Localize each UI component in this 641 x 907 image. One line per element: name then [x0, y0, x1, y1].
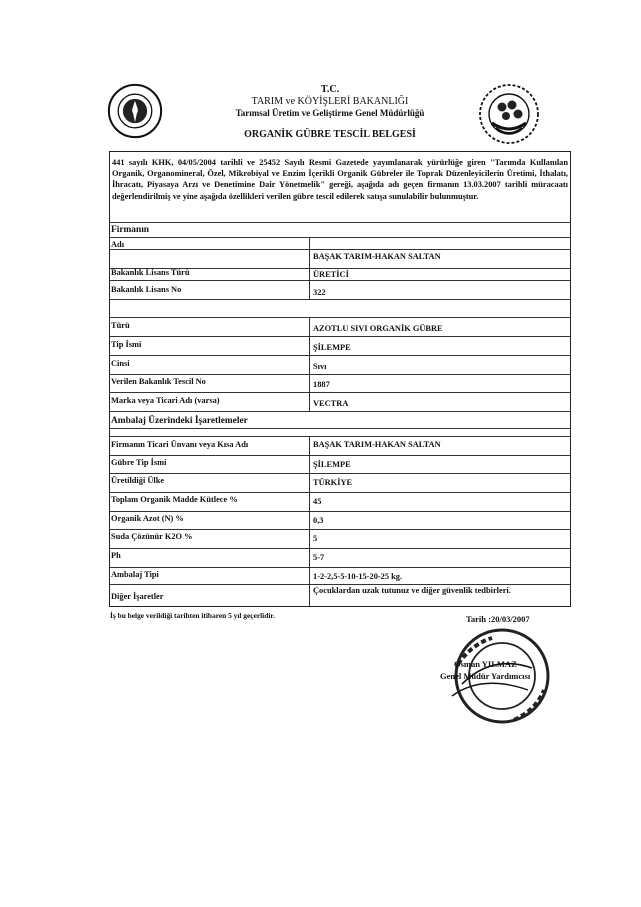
row-label: Gübre Tip İsmi	[111, 458, 167, 467]
row-label: Verilen Bakanlık Tescil No	[111, 377, 206, 386]
directorate-logo	[478, 83, 540, 145]
divider	[109, 336, 571, 337]
divider	[109, 355, 571, 356]
divider	[109, 411, 571, 412]
divider	[109, 548, 571, 549]
row-value: 5-7	[313, 553, 325, 562]
row-label: Marka veya Ticari Adı (varsa)	[111, 396, 220, 405]
row-label: Bakanlık Lisans No	[111, 285, 182, 294]
row-value: VECTRA	[313, 399, 349, 408]
row-label: Firmanın Ticari Ünvanı veya Kısa Adı	[111, 440, 249, 449]
signer-title: Genel Müdür Yardımcısı	[440, 671, 531, 681]
row-value: Çocuklardan uzak tutunuz ve diğer güvenlik tedbirleri.	[313, 586, 511, 595]
section-packaging-heading: Ambalaj Üzerindeki İşaretlemeler	[111, 416, 248, 426]
divider	[109, 392, 571, 393]
divider	[109, 317, 571, 318]
issue-date: Tarih :20/03/2007	[466, 614, 530, 624]
divider	[109, 299, 571, 300]
row-label: Cinsi	[111, 359, 130, 368]
divider	[109, 455, 571, 456]
row-value: AZOTLU SIVI ORGANİK GÜBRE	[313, 324, 443, 333]
row-label: Ambalaj Tipi	[111, 570, 159, 579]
row-label: Üretildiği Ülke	[111, 476, 165, 485]
divider	[109, 249, 571, 250]
divider	[109, 511, 571, 512]
divider	[109, 492, 571, 493]
row-label: Suda Çözünür K2O %	[111, 532, 193, 541]
row-label: Adı	[111, 240, 125, 249]
row-value: TÜRKİYE	[313, 478, 353, 487]
divider	[109, 280, 571, 281]
row-label: Toplam Organik Madde Kütlece %	[111, 495, 238, 504]
row-value: ŞİLEMPE	[313, 460, 351, 469]
ministry-name: TARIM ve KÖYİŞLERİ BAKANLIĞI	[251, 96, 409, 107]
intro-paragraph: 441 sayılı KHK, 04/05/2004 tarihli ve 25452 Sayılı Resmi Gazetede yayımlanarak yürürlüğe giren "Tarımda Kullanılan Organik, Organomineral, Özel, Mikrobiyal ve Enzim İçerikli Organik Gübreler ile Toprak Düzenleyicilerin Üretimi, İthalatı, İhracatı, Piyasaya Arzı ve Denetimine Dair Yönetmelik" gereği, aşağıda adı geçen firmanın 13.03.2007 tarihli müracaatı değerlendirilmiş ve yine aşağıda özellikleri verilen gübre tescil edilerek satışa sunulabilir bulunmuştur.	[112, 158, 568, 201]
divider	[109, 237, 571, 238]
divider	[109, 222, 571, 223]
divider	[109, 436, 571, 437]
row-value: BAŞAK TARIM-HAKAN SALTAN	[313, 440, 441, 449]
column-divider	[309, 237, 310, 300]
row-label: Organik Azot (N) %	[111, 514, 184, 523]
validity-note: İş bu belge verildiği tarihten itibaren 5 yıl geçerlidir.	[110, 611, 275, 620]
row-value: 1-2-2,5-5-10-15-20-25 kg.	[313, 572, 403, 581]
column-divider	[309, 436, 310, 607]
row-value: 322	[313, 288, 326, 297]
row-value: 45	[313, 497, 322, 506]
row-value: 5	[313, 534, 318, 543]
row-label: Diğer İşaretler	[111, 592, 164, 601]
ministry-seal-logo	[107, 83, 167, 143]
document-title: ORGANİK GÜBRE TESCİL BELGESİ	[244, 129, 416, 140]
country-header: T.C.	[320, 84, 340, 95]
row-value: BAŞAK TARIM-HAKAN SALTAN	[313, 252, 441, 261]
row-label: Bakanlık Lisans Türü	[111, 268, 190, 277]
row-value: ÜRETİCİ	[313, 270, 349, 279]
signer-name: Osman YILMAZ	[454, 659, 517, 669]
row-value: 0,3	[313, 516, 324, 525]
divider	[109, 567, 571, 568]
divider	[109, 473, 571, 474]
row-label: Tip İsmi	[111, 340, 142, 349]
row-label: Ph	[111, 551, 121, 560]
row-label: Türü	[111, 321, 130, 330]
divider	[109, 529, 571, 530]
section-firm-heading: Firmanın	[111, 225, 150, 235]
directorate-name: Tarımsal Üretim ve Geliştirme Genel Müdürlüğü	[235, 108, 425, 118]
column-divider	[309, 317, 310, 412]
divider	[109, 428, 571, 429]
divider	[109, 584, 571, 585]
row-value: 1887	[313, 380, 330, 389]
divider	[109, 374, 571, 375]
row-value: Sıvı	[313, 362, 327, 371]
row-value: ŞİLEMPE	[313, 343, 351, 352]
